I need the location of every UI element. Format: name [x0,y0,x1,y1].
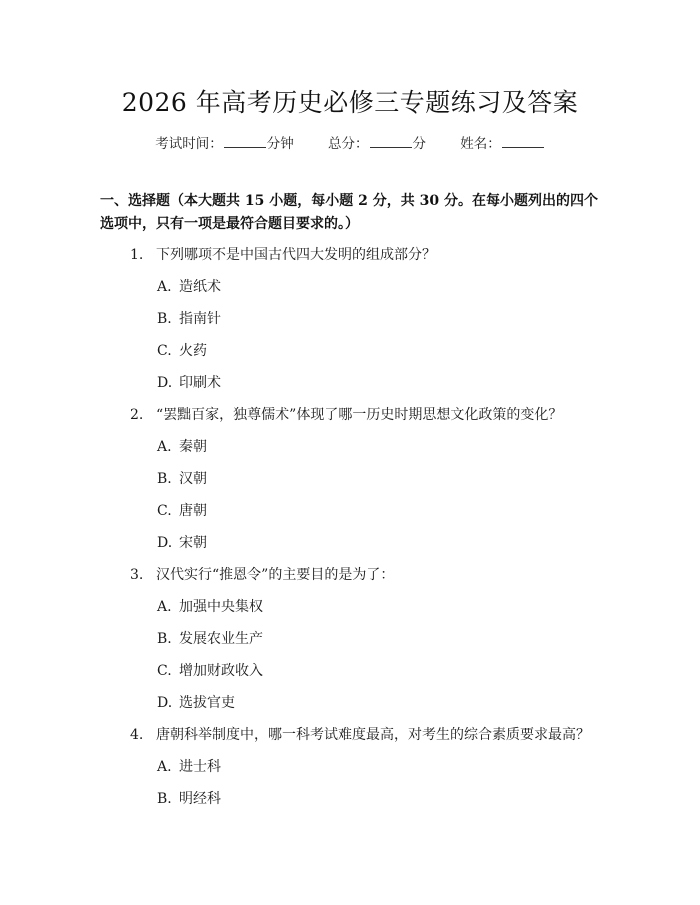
option-text: 指南针 [179,311,221,327]
option-label: B. [157,311,172,327]
option-text: 明经科 [179,791,221,807]
option-label: C. [157,503,172,519]
question-number: 2. [130,407,144,423]
question-text: 唐朝科举制度中，哪一科考试难度最高，对考生的综合素质要求最高？ [156,727,590,743]
question-number: 3. [130,567,144,583]
option-label: B. [157,631,172,647]
total-score-label: 总分： [328,136,369,152]
exam-time-field [155,136,294,152]
option-text: 印刷术 [179,375,221,391]
option-label: B. [157,471,172,487]
student-name-label: 姓名： [460,136,501,152]
option-text: 秦朝 [179,439,207,455]
option-text: 造纸术 [179,279,221,295]
option-label: C. [157,343,172,359]
option-text: 发展农业生产 [179,631,263,647]
option-label: D. [157,375,173,391]
total-score-unit: 分 [412,136,426,152]
student-name-blank [502,135,544,148]
option-text: 增加财政收入 [179,663,263,679]
student-name-field [460,136,545,152]
exam-time-unit: 分钟 [266,136,294,152]
question-text: “罢黜百家，独尊儒术”体现了哪一历史时期思想文化政策的变化？ [156,407,563,423]
option-text: 加强中央集权 [179,599,263,615]
total-score-field [328,136,426,152]
option-text: 唐朝 [179,503,207,519]
option-label: A. [157,279,172,295]
option-label: A. [157,759,172,775]
option-label: D. [157,695,173,711]
section-heading: 一、选择题（本大题共 15 小题，每小题 2 分，共 30 分。在每小题列出的四个选项中，只有一项是最符合题目要求的。） [100,193,598,232]
exam-time-label: 考试时间： [155,136,223,152]
option-label: B. [157,791,172,807]
option-text: 火药 [179,343,207,359]
question-text: 汉代实行“推恩令”的主要目的是为了： [156,567,395,583]
option-text: 进士科 [179,759,221,775]
question-number: 4. [130,727,144,743]
option-label: D. [157,535,173,551]
exam-meta [0,132,700,152]
question-number: 1. [130,247,144,263]
option-text: 汉朝 [179,471,207,487]
option-label: A. [157,439,172,455]
total-score-blank [370,135,412,148]
option-text: 宋朝 [179,535,207,551]
exam-time-blank [224,135,266,148]
option-label: A. [157,599,172,615]
option-text: 选拔官吏 [179,695,235,711]
option-label: C. [157,663,172,679]
question-text: 下列哪项不是中国古代四大发明的组成部分？ [156,247,436,263]
page-title: 2026 年高考历史必修三专题练习及答案 [121,88,579,117]
